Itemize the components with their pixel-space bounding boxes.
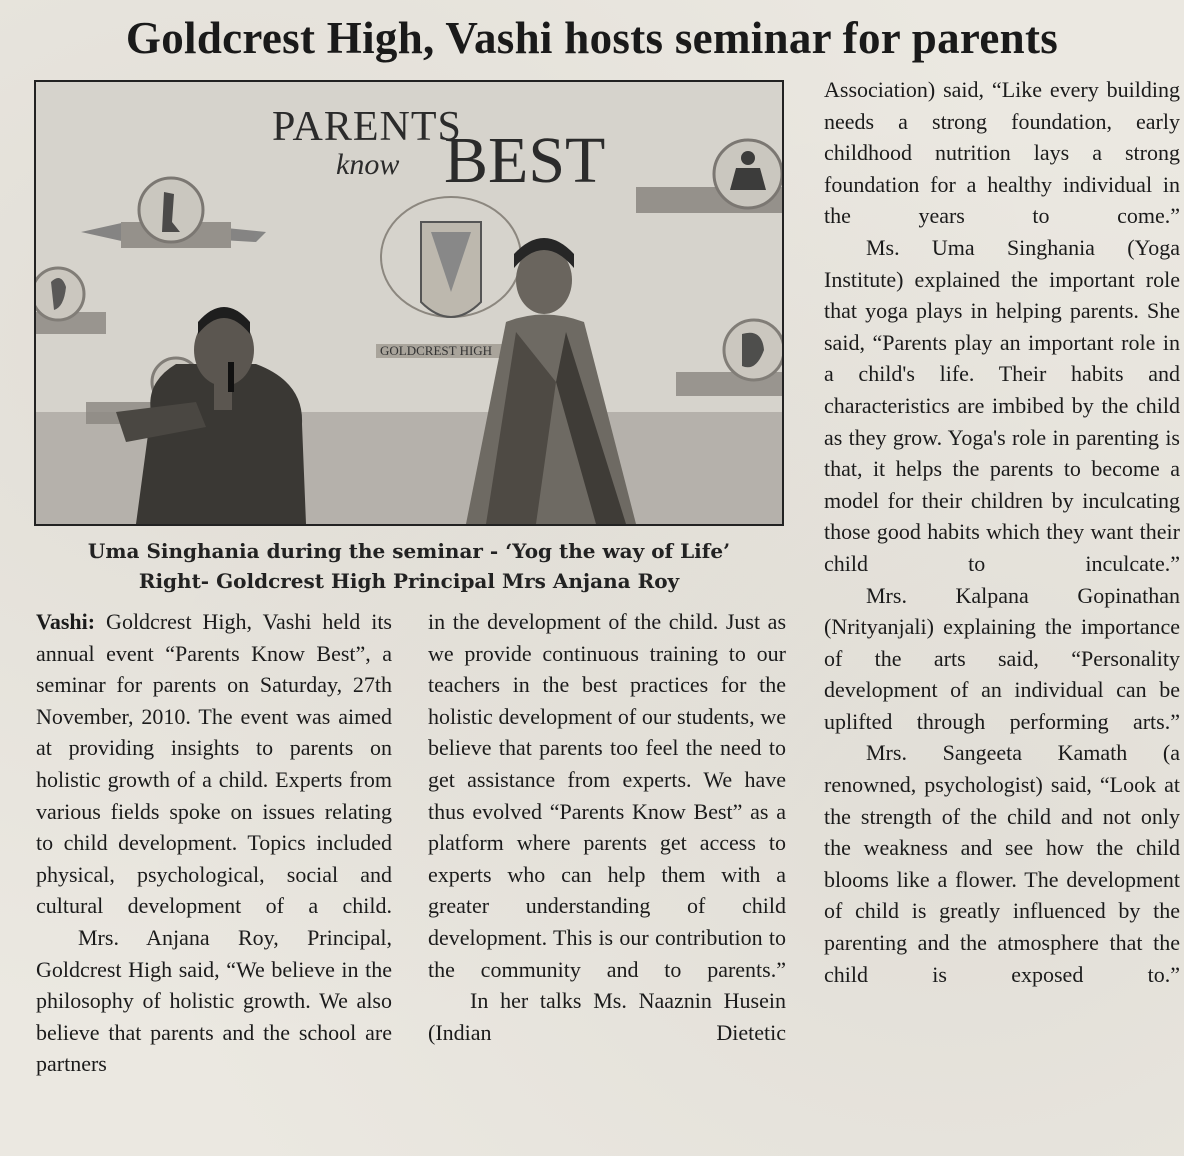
- paragraph-yoga: Ms. Uma Singhania (Yoga Institute) explained the important role that yoga plays in helping parents. She said, “Parents play an important role in a child's life. Their habits and characteristics are imbibed by the child as they grow. Yoga's role in parenting is that, it helps the parents to become a model for their children by inculcating those good habits which they want their child to inculcate.”: [824, 234, 1180, 576]
- paragraph-principal: Mrs. Anjana Roy, Principal, Goldcrest High said, “We believe in the philosophy of holistic growth. We also believe that parents and the school are partners: [36, 924, 392, 1077]
- caption-line2: Right- Goldcrest High Principal Mrs Anjana Roy: [138, 569, 680, 593]
- backdrop-logo-text: GOLDCREST HIGH: [380, 343, 493, 358]
- paragraph-intro-text: Goldcrest High, Vashi held its annual event “Parents Know Best”, a seminar for parents on Saturday, 27th November, 2010. The event was aimed at providing insights to parents on holistic growth of a child. Experts from various fields spoke on issues relating to child development. Topics included physical, psychological, social and cultural development of a child.: [36, 609, 392, 919]
- banner-line2: know: [336, 148, 400, 181]
- column-3: [824, 74, 1180, 990]
- paragraph-dietetic: In her talks Ms. Naaznin Husein (Indian Dietetic: [428, 988, 786, 1045]
- paragraph-arts: Mrs. Kalpana Gopinathan (Nrityanjali) explaining the importance of the arts said, “Personality development of an individual can be uplifted through performing arts.”: [824, 582, 1180, 734]
- seminar-photo: [34, 80, 784, 526]
- column-2: [428, 606, 786, 1048]
- column-1: [36, 606, 392, 1080]
- paragraph-continuation: in the development of the child. Just as we provide continuous training to our teachers in the best practices for the holistic development of our students, we believe that parents too feel the need to get assistance from experts. We have thus evolved “Parents Know Best” as a platform where parents get access to experts who can help them with a greater understanding of child development. This is our contribution to the community and to parents.”: [428, 609, 786, 982]
- paragraph-psychologist: Mrs. Sangeeta Kamath (a renowned, psychologist) said, “Look at the strength of the child and not only the weakness and see how the child blooms like a flower. The development of child is greatly influenced by the parenting and the atmosphere that the child is exposed to.”: [824, 740, 1180, 987]
- paragraph-intro: [36, 606, 392, 922]
- photo-caption: [34, 536, 784, 596]
- caption-line1: Uma Singhania during the seminar - ‘Yog the way of Life’: [87, 539, 731, 563]
- headline: Goldcrest High, Vashi hosts seminar for parents: [125, 13, 1059, 63]
- microphone-icon: [228, 362, 234, 392]
- dateline: Vashi:: [36, 609, 96, 634]
- paragraph-nutrition: Association) said, “Like every building needs a strong foundation, early childhood nutrition lays a strong foundation for a healthy individual in the years to come.”: [824, 77, 1180, 229]
- banner-line3: BEST: [444, 124, 606, 197]
- banner-line1: PARENTS: [272, 104, 462, 150]
